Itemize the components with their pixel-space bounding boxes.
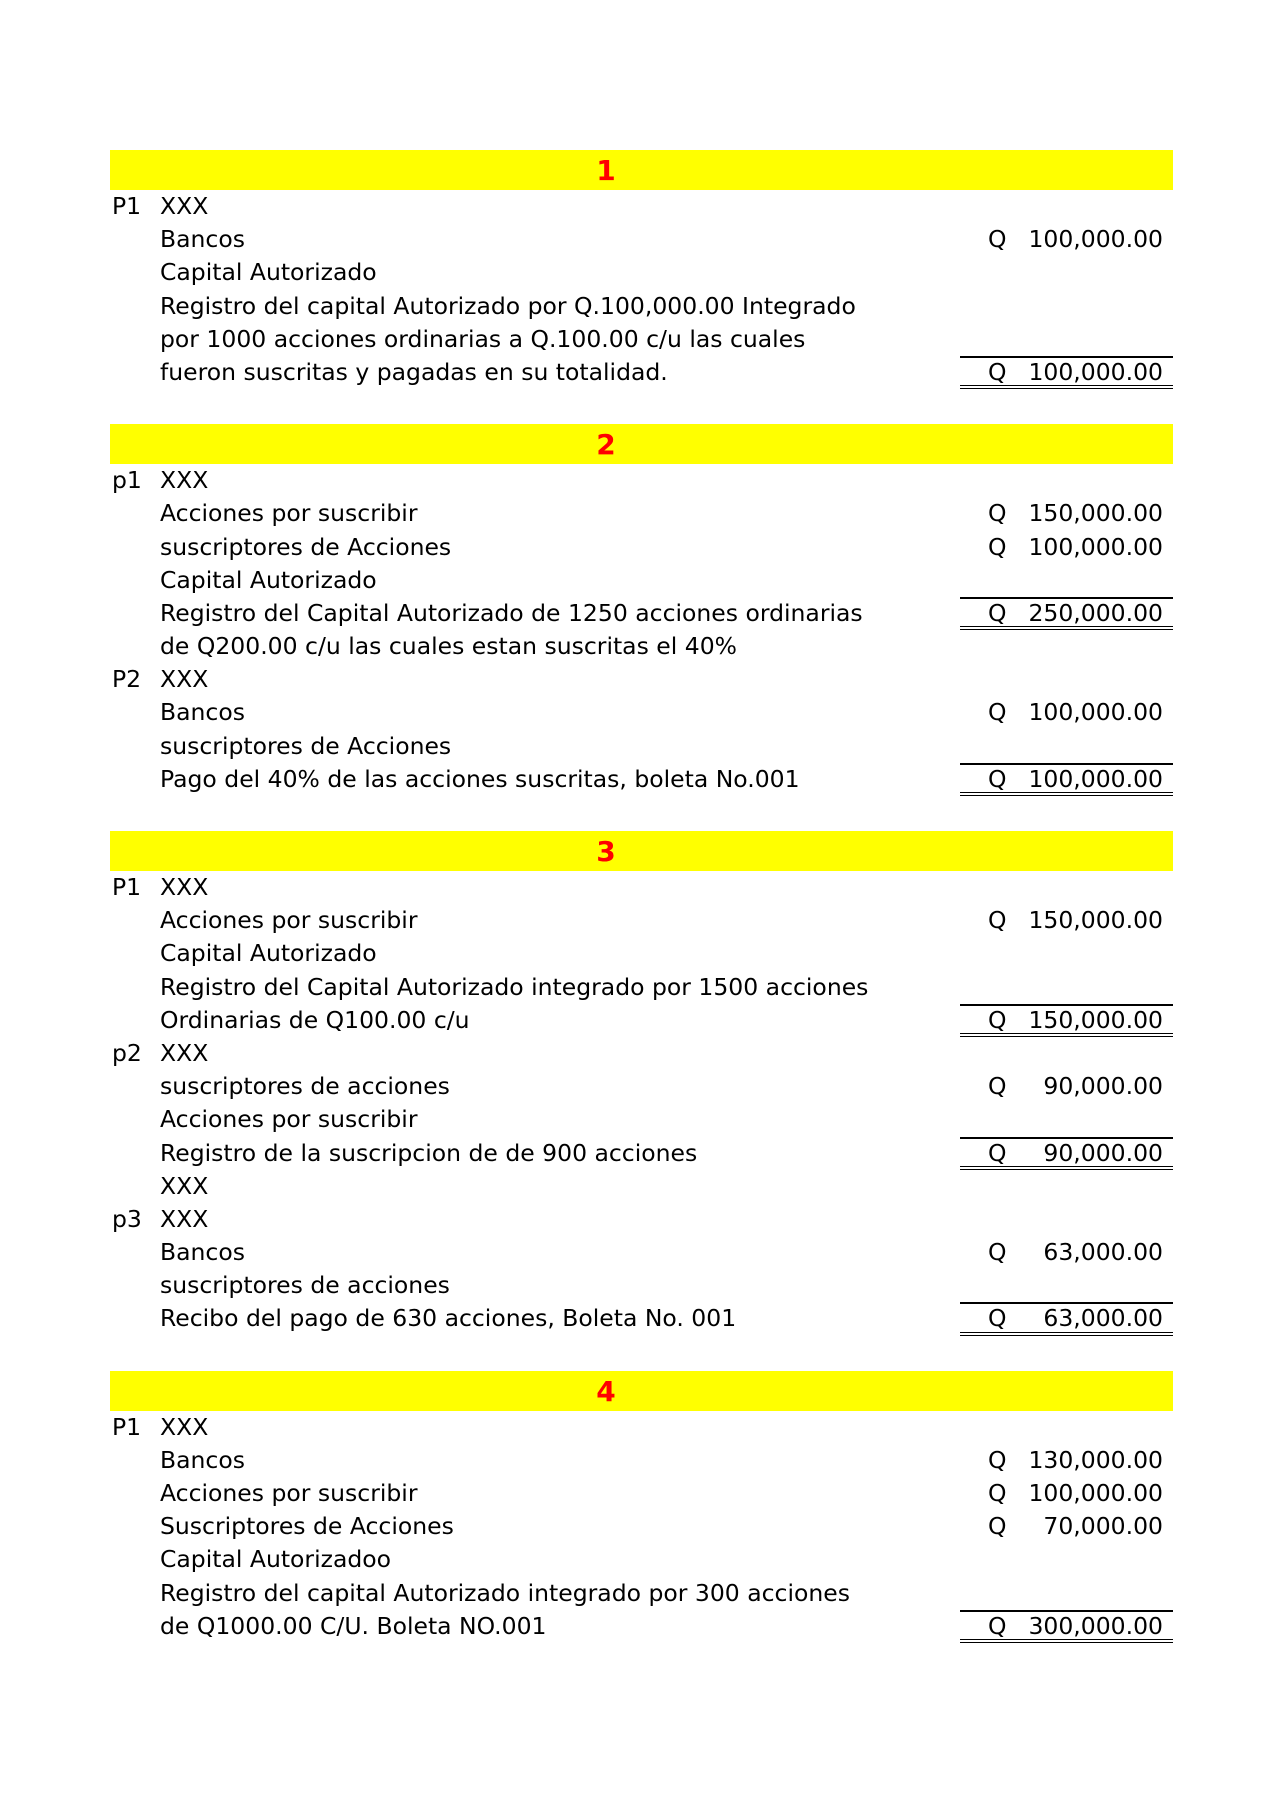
entry-description: XXX	[160, 1204, 209, 1233]
currency-symbol: Q	[988, 1138, 1007, 1167]
entry-description: Registro del Capital Autorizado integrado por 1500 acciones	[160, 972, 869, 1001]
entry-row	[110, 497, 1173, 530]
entry-row	[110, 1236, 1173, 1269]
currency-symbol: Q	[988, 532, 1007, 561]
entry-total	[960, 763, 1173, 796]
entry-description: Suscriptores de Acciones	[160, 1512, 454, 1541]
entry-row	[110, 730, 1173, 763]
amount-value: 63,000.00	[1043, 1238, 1163, 1267]
entry-row	[110, 1137, 1173, 1170]
entry-row	[110, 190, 1173, 223]
entry-amount	[960, 223, 1173, 256]
entry-row	[110, 1610, 1173, 1643]
entry-code: P1	[112, 873, 142, 901]
entry-description: Bancos	[160, 1445, 245, 1474]
journal-sheet	[110, 150, 1173, 1643]
entry-total	[960, 356, 1173, 389]
entry-amount	[960, 904, 1173, 937]
entry-total	[960, 1302, 1173, 1335]
entry-description: Capital Autorizado	[160, 258, 377, 287]
entry-code: P1	[112, 192, 142, 220]
entry-description: Registro del capital Autorizado integrado por 300 acciones	[160, 1578, 850, 1607]
entry-row	[110, 1302, 1173, 1335]
amount-value: 100,000.00	[1028, 1479, 1163, 1507]
currency-symbol: Q	[988, 1445, 1007, 1474]
entry-description: fueron suscritas y pagadas en su totalidad.	[160, 357, 668, 386]
entry-description: XXX	[160, 665, 209, 694]
entry-total	[960, 1004, 1173, 1037]
section-spacer	[110, 1336, 1173, 1371]
entry-description: Acciones por suscribir	[160, 1105, 418, 1134]
currency-symbol: Q	[988, 1005, 1007, 1034]
entry-row	[110, 971, 1173, 1004]
entry-amount	[960, 1070, 1173, 1103]
amount-value: 130,000.00	[1028, 1445, 1163, 1474]
entry-description: suscriptores de acciones	[160, 1271, 450, 1300]
entry-code: p1	[112, 466, 142, 495]
entry-total	[960, 1610, 1173, 1643]
entry-description: Ordinarias de Q100.00 c/u	[160, 1005, 470, 1034]
entry-description: XXX	[160, 1412, 209, 1441]
amount-value: 90,000.00	[1043, 1072, 1163, 1101]
entry-amount	[960, 1236, 1173, 1269]
entry-description: XXX	[160, 466, 209, 495]
entry-row	[110, 1543, 1173, 1576]
entry-row	[110, 1477, 1173, 1510]
entry-description: Registro del Capital Autorizado de 1250 acciones ordinarias	[160, 598, 863, 627]
entry-description: Capital Autorizado	[160, 565, 377, 594]
currency-symbol: Q	[988, 499, 1007, 528]
entry-row	[110, 1444, 1173, 1477]
entry-amount	[960, 531, 1173, 564]
entry-code: P1	[112, 1412, 142, 1441]
entry-row	[110, 1510, 1173, 1543]
entry-header-banner	[110, 424, 1173, 464]
journal-entry-section	[110, 831, 1173, 1336]
entry-description: XXX	[160, 1038, 209, 1067]
entry-description: Bancos	[160, 1238, 245, 1267]
amount-value: 63,000.00	[1043, 1304, 1163, 1333]
journal-entry-section	[110, 150, 1173, 389]
currency-symbol: Q	[988, 598, 1007, 627]
entry-number: 4	[596, 1374, 616, 1408]
entry-description: suscriptores de Acciones	[160, 731, 452, 760]
entry-header-banner	[110, 150, 1173, 190]
entry-row	[110, 1577, 1173, 1610]
currency-symbol: Q	[988, 764, 1007, 793]
currency-symbol: Q	[988, 1238, 1007, 1267]
entry-description: Capital Autorizado	[160, 939, 377, 968]
entry-header-banner	[110, 831, 1173, 871]
entry-code: P2	[112, 665, 142, 694]
section-spacer	[110, 796, 1173, 831]
entry-row	[110, 696, 1173, 729]
entry-row	[110, 663, 1173, 696]
amount-value: 150,000.00	[1028, 906, 1163, 935]
entry-row	[110, 1411, 1173, 1444]
entry-amount	[960, 1444, 1173, 1477]
entry-number: 2	[596, 428, 616, 462]
entry-number: 1	[596, 154, 616, 187]
entry-description: de Q200.00 c/u las cuales estan suscritas el 40%	[160, 632, 737, 661]
entry-row	[110, 1269, 1173, 1302]
currency-symbol: Q	[988, 1304, 1007, 1333]
amount-value: 70,000.00	[1043, 1512, 1163, 1541]
entry-description: Bancos	[160, 225, 245, 254]
entry-row	[110, 323, 1173, 356]
entry-row	[110, 223, 1173, 256]
entry-row	[110, 531, 1173, 564]
entry-description: Recibo del pago de 630 acciones, Boleta No. 001	[160, 1304, 737, 1333]
entry-row	[110, 597, 1173, 630]
currency-symbol: Q	[988, 1072, 1007, 1101]
entry-row	[110, 1103, 1173, 1136]
amount-value: 100,000.00	[1028, 698, 1163, 727]
entry-total	[960, 597, 1173, 630]
entry-row	[110, 356, 1173, 389]
entry-description: Bancos	[160, 698, 245, 727]
amount-value: 100,000.00	[1028, 225, 1163, 254]
entry-description: XXX	[160, 192, 209, 220]
entry-description: suscriptores de acciones	[160, 1072, 450, 1101]
amount-value: 150,000.00	[1028, 499, 1163, 528]
entry-description: por 1000 acciones ordinarias a Q.100.00 c/u las cuales	[160, 324, 806, 353]
currency-symbol: Q	[988, 906, 1007, 935]
journal-entry-section	[110, 1371, 1173, 1643]
entry-row	[110, 1203, 1173, 1236]
currency-symbol: Q	[988, 698, 1007, 727]
entry-row	[110, 904, 1173, 937]
entry-description: Acciones por suscribir	[160, 1479, 418, 1507]
entry-description: Registro del capital Autorizado por Q.100,000.00 Integrado	[160, 291, 856, 320]
entry-amount	[960, 1510, 1173, 1543]
entry-row	[110, 564, 1173, 597]
entry-code: p2	[112, 1038, 142, 1067]
amount-value: 90,000.00	[1043, 1138, 1163, 1167]
entry-amount	[960, 497, 1173, 530]
entry-description: de Q1000.00 C/U. Boleta NO.001	[160, 1611, 547, 1640]
amount-value: 250,000.00	[1028, 598, 1163, 627]
entry-description: Capital Autorizadoo	[160, 1545, 392, 1574]
entry-row	[110, 1004, 1173, 1037]
currency-symbol: Q	[988, 225, 1007, 254]
amount-value: 100,000.00	[1028, 764, 1163, 793]
entry-row	[110, 290, 1173, 323]
currency-symbol: Q	[988, 1479, 1007, 1507]
entry-code: p3	[112, 1204, 142, 1233]
amount-value: 300,000.00	[1028, 1611, 1163, 1640]
entry-description: suscriptores de Acciones	[160, 532, 452, 561]
section-spacer	[110, 389, 1173, 424]
entry-row	[110, 256, 1173, 289]
amount-value: 100,000.00	[1028, 532, 1163, 561]
currency-symbol: Q	[988, 357, 1007, 386]
entry-row	[110, 937, 1173, 970]
entry-row	[110, 763, 1173, 796]
entry-row	[110, 1070, 1173, 1103]
entry-amount	[960, 696, 1173, 729]
amount-value: 100,000.00	[1028, 357, 1163, 386]
journal-entry-section	[110, 424, 1173, 796]
entry-row	[110, 630, 1173, 663]
currency-symbol: Q	[988, 1512, 1007, 1541]
entry-description: XXX	[160, 1171, 209, 1200]
currency-symbol: Q	[988, 1611, 1007, 1640]
entry-description: Pago del 40% de las acciones suscritas, boleta No.001	[160, 764, 800, 793]
amount-value: 150,000.00	[1028, 1005, 1163, 1034]
entry-total	[960, 1137, 1173, 1170]
entry-description: Acciones por suscribir	[160, 499, 418, 528]
entry-row	[110, 464, 1173, 497]
entry-description: Acciones por suscribir	[160, 906, 418, 935]
entry-row	[110, 1037, 1173, 1070]
entry-header-banner	[110, 1371, 1173, 1411]
entry-description: Registro de la suscripcion de de 900 acciones	[160, 1138, 698, 1167]
entry-row	[110, 1170, 1173, 1203]
entry-number: 3	[596, 835, 616, 868]
entry-row	[110, 871, 1173, 904]
entry-amount	[960, 1477, 1173, 1510]
entry-description: XXX	[160, 873, 209, 901]
